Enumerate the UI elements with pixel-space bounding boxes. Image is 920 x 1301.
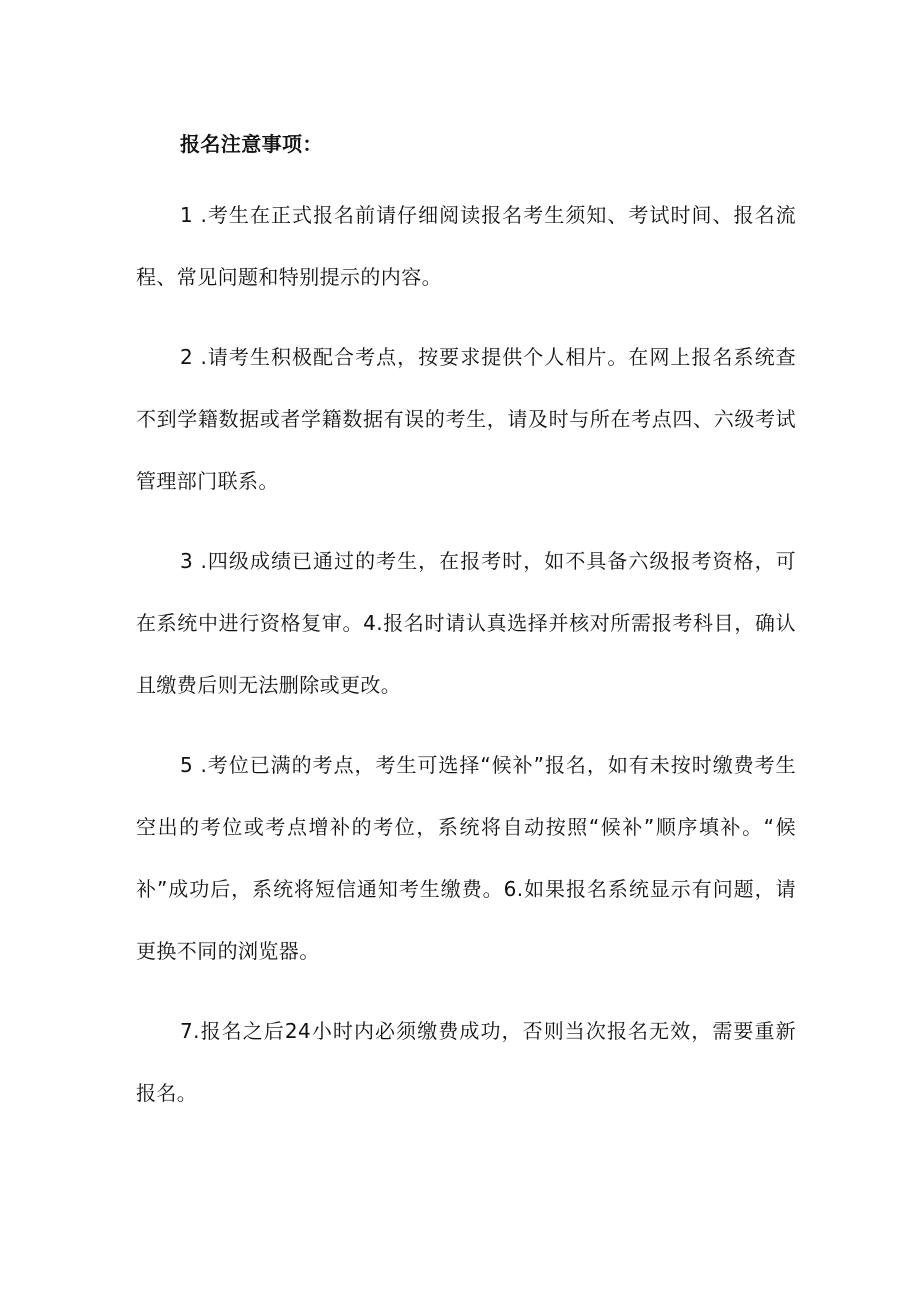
notice-item-3-4: 3 .四级成绩已通过的考生，在报考时，如不具备六级报考资格，可在系统中进行资格复审。4.报名时请认真选择并核对所需报考科目，确认且缴费后则无法删除或更改。 <box>136 549 796 697</box>
notice-item-2: 2 .请考生积极配合考点，按要求提供个人相片。在网上报名系统查不到学籍数据或者学籍数据有误的考生，请及时与所在考点四、六级考试管理部门联系。 <box>136 345 796 493</box>
notice-item-7: 7.报名之后24小时内必须缴费成功，否则当次报名无效，需要重新报名。 <box>136 1019 796 1105</box>
document-body <box>136 122 796 1124</box>
notice-item-5-6: 5 .考位已满的考点，考生可选择“候补”报名，如有未按时缴费考生空出的考位或考点增补的考位，系统将自动按照“候补”顺序填补。“候补”成功后，系统将短信通知考生缴费。6.如果报名系统显示有问题，请更换不同的浏览器。 <box>136 753 796 963</box>
notice-item-1: 1 .考生在正式报名前请仔细阅读报名考生须知、考试时间、报名流程、常见问题和特别提示的内容。 <box>136 203 796 289</box>
notice-heading: 报名注意事项： <box>180 132 323 156</box>
